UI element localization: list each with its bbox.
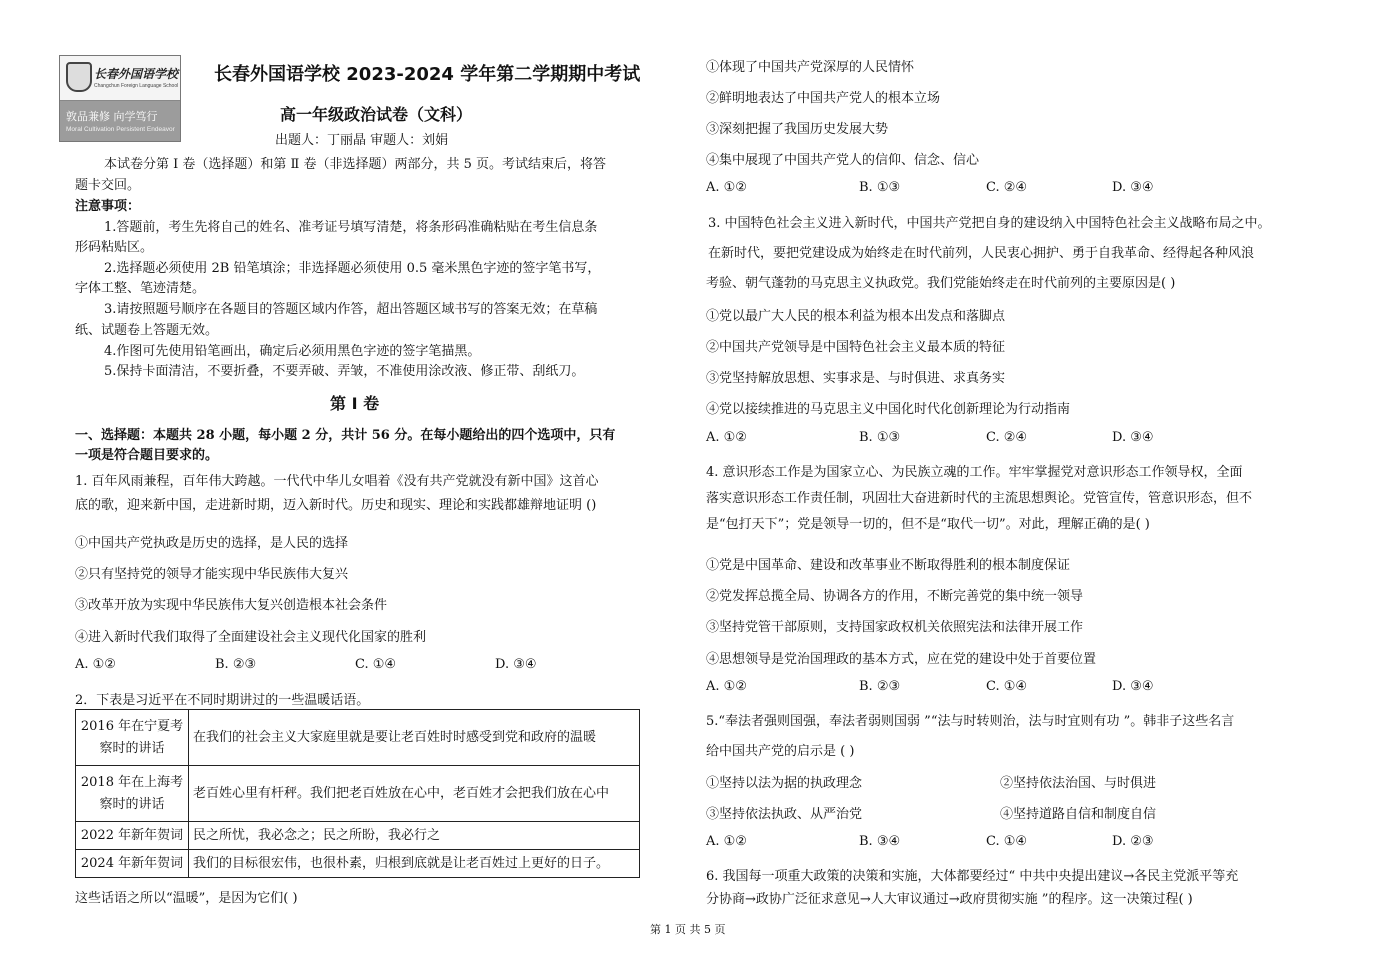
school-logo — [59, 55, 181, 142]
section-title: 第 Ⅰ 卷 — [330, 394, 380, 413]
notice-2a: 2.选择题必须使用 2B 铅笔填涂；非选择题必须使用 0.5 毫米黑色字迹的签字笔书写， — [104, 261, 601, 276]
table-cell-text: 老百姓心里有杆秤。我们把老百姓放在心中，老百姓才会把我们放在心中 — [189, 766, 640, 822]
q2-option-a: A. ①② — [706, 180, 747, 195]
notice-title: 注意事项： — [75, 199, 141, 214]
q3-statement-4: ④党以接续推进的马克思主义中国化时代化创新理论为行动指南 — [706, 402, 1071, 417]
logo-motto-en: Moral Cultivation Persistent Endeavor — [66, 126, 175, 133]
q5-option-d: D. ②③ — [1112, 834, 1154, 849]
q2-statement-4: ④集中展现了中国共产党人的信仰、信念、信心 — [706, 153, 980, 168]
q4-option-d: D. ③④ — [1112, 679, 1154, 694]
q1-statement-4: ④进入新时代我们取得了全面建设社会主义现代化国家的胜利 — [75, 630, 427, 645]
table-cell-text: 我们的目标很宏伟，也很朴素，归根到底就是让老百姓过上更好的日子。 — [189, 850, 640, 878]
q4-stem-3: 是“包打天下”；党是领导一切的，但不是“取代一切”。对此，理解正确的是( ) — [706, 517, 1150, 532]
q5-option-a: A. ①② — [706, 834, 747, 849]
exam-subtitle: 高一年级政治试卷（文科） — [280, 105, 473, 124]
q6-stem-2: 分协商→政协广泛征求意见→人大审议通过→政府贯彻实施 ”的程序。这一决策过程( ) — [706, 892, 1193, 907]
notice-4: 4.作图可先使用铅笔画出，确定后必须用黑色字迹的签字笔描黑。 — [104, 344, 481, 359]
q2-stem: 2．下表是习近平在不同时期讲过的一些温暖话语。 — [75, 693, 370, 708]
q3-statement-1: ①党以最广大人民的根本利益为根本出发点和落脚点 — [706, 309, 1006, 324]
table-cell-time: 2016 年在宁夏考察时的讲话 — [76, 710, 189, 766]
logo-motto: 敦品兼修 向学笃行 — [66, 110, 158, 123]
q4-statement-3: ③坚持党管干部原则，支持国家政权机关依照宪法和法律开展工作 — [706, 620, 1084, 635]
notice-3b: 纸、试题卷上答题无效。 — [75, 323, 219, 338]
q1-statement-3: ③改革开放为实现中华民族伟大复兴创造根本社会条件 — [75, 598, 388, 613]
exam-title: 长春外国语学校 2023-2024 学年第二学期期中考试 — [214, 64, 641, 85]
q4-stem-1: 4. 意识形态工作是为国家立心、为民族立魂的工作。牢牢掌握党对意识形态工作领导权，全面 — [706, 465, 1243, 480]
table-row — [76, 850, 640, 878]
page-footer: 第 1 页 共 5 页 — [650, 923, 726, 936]
q4-statement-4: ④思想领导是党治国理政的基本方式，应在党的建设中处于首要位置 — [706, 652, 1097, 667]
q2-statement-2: ②鲜明地表达了中国共产党人的根本立场 — [706, 91, 941, 106]
q3-stem-1: 3. 中国特色社会主义进入新时代，中国共产党把自身的建设纳入中国特色社会主义战略布局之中。 — [708, 216, 1271, 231]
q4-statement-2: ②党发挥总揽全局、协调各方的作用，不断完善党的集中统一领导 — [706, 589, 1084, 604]
q5-option-b: B. ③④ — [859, 834, 901, 849]
q1-option-a: A. ①② — [75, 657, 116, 672]
q6-stem-1: 6. 我国每一项重大政策的决策和实施，大体都要经过“ 中共中央提出建议→各民主党派平等充 — [706, 869, 1239, 884]
q2-option-c: C. ②④ — [986, 180, 1028, 195]
q2-tail: 这些话语之所以“温暖”，是因为它们( ) — [75, 891, 298, 906]
q2-option-b: B. ①③ — [859, 180, 901, 195]
q5-option-c: C. ①④ — [986, 834, 1028, 849]
q4-option-b: B. ②③ — [859, 679, 901, 694]
table-cell-text: 民之所忧，我必念之；民之所盼，我必行之 — [189, 822, 640, 850]
q1-stem-1: 1. 百年风雨兼程，百年伟大跨越。一代代中华儿女唱着《没有共产党就没有新中国》这首心 — [75, 474, 599, 489]
q2-table — [75, 709, 640, 878]
table-cell-time: 2024 年新年贺词 — [76, 850, 189, 878]
q3-stem-3: 考验、朝气蓬勃的马克思主义执政党。我们党能始终走在时代前列的主要原因是( ) — [706, 276, 1176, 291]
intro-line-2: 题卡交回。 — [75, 178, 141, 193]
notice-2b: 字体工整、笔迹清楚。 — [75, 281, 206, 296]
q5-statement-1: ①坚持以法为据的执政理念 — [706, 776, 863, 791]
q1-statement-1: ①中国共产党执政是历史的选择，是人民的选择 — [75, 536, 349, 551]
table-row — [76, 822, 640, 850]
part1-line-1: 一、选择题：本题共 28 小题，每小题 2 分，共计 56 分。在每小题给出的四个选项中，只有 — [75, 428, 616, 443]
table-cell-time: 2018 年在上海考察时的讲话 — [76, 766, 189, 822]
q5-statement-3: ③坚持依法执政、从严治党 — [706, 807, 863, 822]
q4-stem-2: 落实意识形态工作责任制，巩固壮大奋进新时代的主流思想舆论。党管宣传，管意识形态，但不 — [706, 491, 1253, 506]
q3-option-d: D. ③④ — [1112, 430, 1154, 445]
q3-option-a: A. ①② — [706, 430, 747, 445]
notice-5: 5.保持卡面清洁，不要折叠，不要弄破、弄皱，不准使用涂改液、修正带、刮纸刀。 — [104, 364, 585, 379]
school-emblem-icon — [66, 62, 92, 92]
logo-school-en: Changchun Foreign Language School — [94, 83, 179, 89]
q5-statement-2: ②坚持依法治国、与时俱进 — [1000, 776, 1157, 791]
part1-line-2: 一项是符合题目要求的。 — [75, 448, 219, 463]
q3-option-b: B. ①③ — [859, 430, 901, 445]
notice-3a: 3.请按照题号顺序在各题目的答题区域内作答，超出答题区域书写的答案无效；在草稿 — [104, 302, 598, 317]
table-cell-time: 2022 年新年贺词 — [76, 822, 189, 850]
q1-option-b: B. ②③ — [215, 657, 257, 672]
q1-stem-2: 底的歌，迎来新中国，走进新时期，迈入新时代。历史和现实、理论和实践都雄辩地证明 () — [75, 498, 597, 513]
q1-statement-2: ②只有坚持党的领导才能实现中华民族伟大复兴 — [75, 567, 349, 582]
q2-option-d: D. ③④ — [1112, 180, 1154, 195]
logo-top-panel — [60, 56, 180, 101]
notice-1b: 形码粘贴区。 — [75, 240, 154, 255]
q5-stem-2: 给中国共产党的启示是 ( ) — [706, 744, 855, 759]
q3-stem-2: 在新时代，要把党建设成为始终走在时代前列，人民衷心拥护、勇于自我革命、经得起各种风浪 — [708, 246, 1255, 261]
table-row — [76, 766, 640, 822]
notice-1a: 1.答题前，考生先将自己的姓名、准考证号填写清楚，将条形码准确粘贴在考生信息条 — [104, 220, 598, 235]
intro-line-1: 本试卷分第 Ⅰ 卷（选择题）和第 Ⅱ 卷（非选择题）两部分，共 5 页。考试结束后，将答 — [104, 157, 607, 172]
exam-authors: 出题人：丁丽晶 审题人：刘娟 — [275, 133, 449, 148]
q2-statement-1: ①体现了中国共产党深厚的人民情怀 — [706, 60, 915, 75]
logo-school-name: 长春外国语学校 — [94, 67, 179, 81]
q3-statement-2: ②中国共产党领导是中国特色社会主义最本质的特征 — [706, 340, 1006, 355]
q5-statement-4: ④坚持道路自信和制度自信 — [1000, 807, 1157, 822]
table-row — [76, 710, 640, 766]
q5-stem-1: 5.“奉法者强则国强，奉法者弱则国弱 ”“法与时转则治，法与时宜则有功 ”。韩非子这些名言 — [706, 714, 1235, 729]
q2-statement-3: ③深刻把握了我国历史发展大势 — [706, 122, 889, 137]
q3-statement-3: ③党坚持解放思想、实事求是、与时俱进、求真务实 — [706, 371, 1006, 386]
q4-option-c: C. ①④ — [986, 679, 1028, 694]
q1-option-c: C. ①④ — [355, 657, 397, 672]
q4-option-a: A. ①② — [706, 679, 747, 694]
table-cell-text: 在我们的社会主义大家庭里就是要让老百姓时时感受到党和政府的温暖 — [189, 710, 640, 766]
q4-statement-1: ①党是中国革命、建设和改革事业不断取得胜利的根本制度保证 — [706, 558, 1071, 573]
q1-option-d: D. ③④ — [495, 657, 537, 672]
q3-option-c: C. ②④ — [986, 430, 1028, 445]
